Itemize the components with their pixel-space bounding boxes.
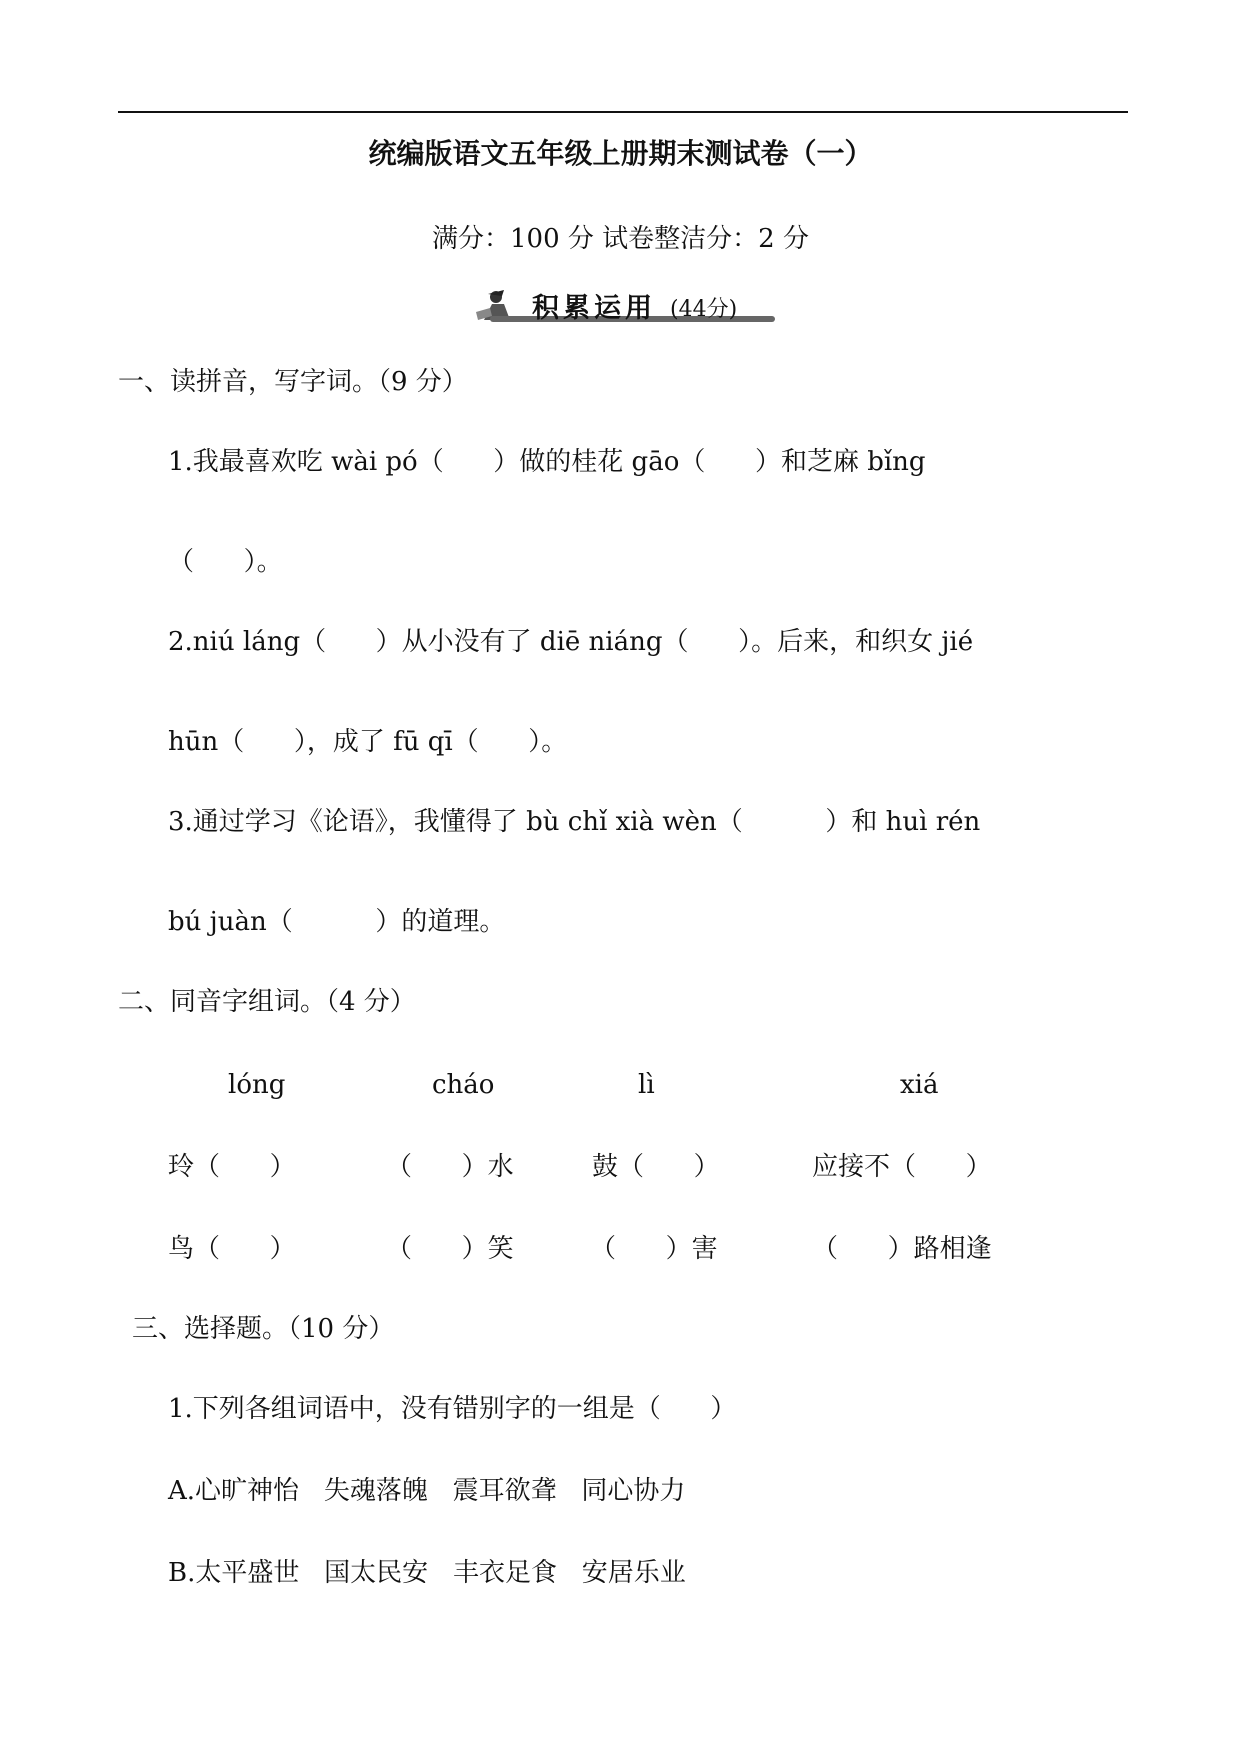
q2-pinyin-2: cháo bbox=[432, 1070, 495, 1100]
q1-line-3: 2.niú láng（ ）从小没有了 diē niáng（ ）。后来，和织女 jié bbox=[168, 627, 974, 657]
q2-row2-item-3: （ ）害 bbox=[590, 1234, 718, 1264]
q2-row2-item-1: 鸟（ ） bbox=[168, 1234, 296, 1264]
q2-pinyin-4: xiá bbox=[900, 1070, 939, 1100]
q3-option-a: A.心旷神怡 失魂落魄 震耳欲聋 同心协力 bbox=[168, 1476, 686, 1506]
q1-line-5: 3.通过学习《论语》，我懂得了 bù chǐ xià wèn（ ）和 huì rén bbox=[168, 807, 981, 837]
q2-row1-item-4: 应接不（ ） bbox=[812, 1152, 992, 1182]
exam-subtitle: 满分：100 分 试卷整洁分：2 分 bbox=[432, 224, 809, 254]
q1-line-2: （ ）。 bbox=[168, 547, 283, 577]
section-banner bbox=[470, 286, 775, 328]
q1-line-6: bú juàn（ ）的道理。 bbox=[168, 907, 506, 937]
top-rule bbox=[118, 111, 1128, 113]
q2-row1-item-1: 玲（ ） bbox=[168, 1152, 296, 1182]
q2-heading: 二、同音字组词。（4 分） bbox=[118, 987, 416, 1017]
q2-row2-item-4: （ ）路相逢 bbox=[812, 1234, 992, 1264]
q2-row1-item-2: （ ）水 bbox=[386, 1152, 514, 1182]
q3-option-b: B.太平盛世 国太民安 丰衣足食 安居乐业 bbox=[168, 1558, 686, 1588]
q3-heading: 三、选择题。（10 分） bbox=[132, 1314, 395, 1344]
q2-row1-item-3: 鼓（ ） bbox=[592, 1152, 720, 1182]
q3-line-1: 1.下列各组词语中，没有错别字的一组是（ ） bbox=[168, 1394, 737, 1424]
exam-title: 统编版语文五年级上册期末测试卷（一） bbox=[368, 137, 873, 170]
q2-row2-item-2: （ ）笑 bbox=[386, 1234, 514, 1264]
q1-line-1: 1.我最喜欢吃 wài pó（ ）做的桂花 gāo（ ）和芝麻 bǐng bbox=[168, 447, 926, 477]
q2-pinyin-3: lì bbox=[638, 1070, 655, 1100]
q2-pinyin-1: lóng bbox=[228, 1070, 286, 1100]
q1-heading: 一、读拼音，写字词。（9 分） bbox=[118, 367, 468, 397]
banner-label: 积累运用 bbox=[532, 293, 656, 324]
q1-line-4: hūn（ ），成了 fū qī（ ）。 bbox=[168, 727, 568, 757]
banner-points: (44分) bbox=[670, 297, 738, 322]
